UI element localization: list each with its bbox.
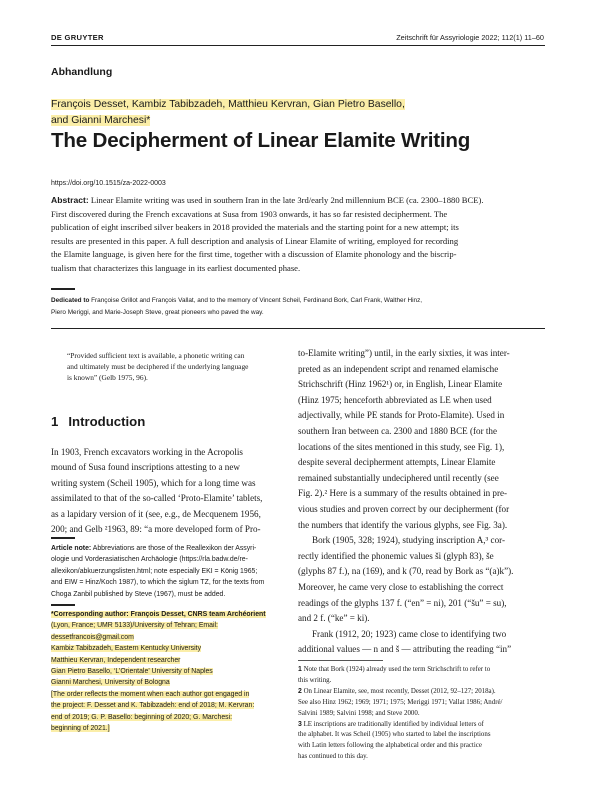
- article-note-line: Abbreviations are those of the Reallexikon der Assyri-: [92, 545, 257, 552]
- dedication-label: Dedicated to: [51, 297, 90, 304]
- section-title: Introduction: [68, 414, 146, 429]
- journal-citation: Zeitschrift für Assyriologie 2022; 112(1) 11–60: [396, 33, 544, 42]
- body-line: locations of the sites mentioned in this study, see Fig. 1),: [298, 441, 505, 452]
- abstract: [51, 194, 545, 276]
- body-line: despite several decipherment attempts, Linear Elamite: [298, 457, 496, 468]
- footnote-line: See also Hinz 1962; 1969; 1971; 1975; Meriggi 1971; Vallat 1986; André/: [298, 698, 503, 706]
- body-line: remained substantially undeciphered until recently (see: [298, 472, 499, 483]
- article-note-line: and EIW = Hinz/Koch 1987), to which the siglum TZ, for the texts from: [51, 579, 265, 587]
- footnote-line: Note that Bork (1924) already used the term Strichschrift to refer to: [303, 666, 491, 673]
- authors-line-1: François Desset, Kambiz Tabibzadeh, Matthieu Kervran, Gian Pietro Basello,: [51, 99, 405, 110]
- body-line: readings of the glyphs 137 f. (“en” = ni), 201 (“šu” = su),: [298, 597, 507, 608]
- footnote-line: LE inscriptions are traditionally identified by individual letters of: [303, 720, 484, 728]
- author-affiliation: Gianni Marchesi, University of Bologna: [51, 679, 170, 687]
- header-rule: [51, 45, 545, 46]
- corresponding-line: (Lyon, France; UMR 5133)/University of Tehran; Email:: [51, 622, 218, 630]
- footnote-number: 2: [298, 687, 302, 695]
- epigraph-line: is known” (Gelb 1975, 96).: [67, 373, 148, 382]
- footnote-number: 3: [298, 720, 302, 728]
- left-body: [51, 445, 288, 537]
- footnote-line: with Latin letters following the alphabetical order and this practice: [298, 742, 482, 750]
- body-line: vious studies and proven correct by our decipherment (for: [298, 503, 510, 514]
- dedication: [51, 295, 422, 318]
- body-line: Moreover, he came very close to establishing the correct: [298, 581, 504, 592]
- article-note: [51, 543, 288, 600]
- body-line: (Hinz 1975; henceforth abbreviated as LE when used: [298, 394, 492, 405]
- abstract-line: Linear Elamite writing was used in southern Iran in the late 3rd/early 2nd millennium BCE (ca. 2300–1880 BCE).: [90, 195, 484, 205]
- right-body: [298, 346, 545, 658]
- authors-line-2: and Gianni Marchesi*: [51, 114, 151, 126]
- article-note-line: Choga Zanbil published by Steve (1967), must be added.: [51, 590, 226, 598]
- body-line: and 2 f. (“ke” = ki).: [298, 613, 370, 624]
- author-order-note: beginning of 2021.]: [51, 725, 110, 733]
- body-line: preted as an independent script and renamed elamische: [298, 363, 499, 374]
- body-line: adjectivally, while PE stands for Proto-Elamite). Used in: [298, 410, 505, 421]
- epigraph-line: “Provided sufficient text is available, a phonetic writing can: [67, 351, 245, 360]
- section-heading: [51, 414, 145, 429]
- footnote-line: has continued to this day.: [298, 753, 368, 761]
- body-line: rectly identified the phonemic values ši (glyph 83), še: [298, 550, 494, 561]
- body-line: to-Elamite writing”) until, in the early sixties, it was inter-: [298, 348, 510, 358]
- author-order-note: the project: F. Desset and K. Tabibzadeh: end of 2018; M. Kervran:: [51, 702, 255, 710]
- footnote-line: On Linear Elamite, see, most recently, Desset (2012, 92–127; 2018a).: [303, 687, 496, 695]
- corresponding-authors: [51, 609, 291, 734]
- email-link[interactable]: dessetfrancois@gmail.com: [51, 633, 134, 641]
- corresponding-rule: [51, 604, 75, 606]
- abstract-line: First discovered during the French excavations at Susa from 1903 onwards, it has so far resisted decipherment. The: [51, 208, 448, 219]
- abstract-line: the Elamite language, is given here for the first time, together with a discussion of Elamite phonology and the biscrip-: [51, 249, 457, 260]
- body-line: writing system (Scheil 1905), which for a long time was: [51, 477, 256, 488]
- body-line: Frank (1912, 20; 1923) came close to identifying two: [312, 628, 507, 639]
- abstract-line: tualism that characterizes this language in its earliest documented phase.: [51, 262, 301, 273]
- publisher-logo: DE GRUYTER: [51, 33, 104, 42]
- body-line: In 1903, French excavators working in the Acropolis: [51, 447, 243, 457]
- body-line: southern Iran between ca. 2300 and 1880 BCE (for the: [298, 425, 497, 436]
- abstract-line: results are presented in this paper. A full description and analysis of Linear Elamite of writing, employed for recording: [51, 235, 459, 246]
- footnotes: [298, 665, 546, 763]
- author-order-note: end of 2019; G. P. Basello: beginning of 2020; G. Marchesi:: [51, 713, 233, 721]
- footnote-line: Salvini 1989; Salvini 1998; and Steve 2000.: [298, 709, 420, 717]
- dedication-line: Françoise Grillot and François Vallat, and to the memory of Vincent Scheil, Ferdinand Bork, Carl Frank, Walther Hinz,: [91, 297, 423, 304]
- author-affiliation: Kambiz Tabibzadeh, Eastern Kentucky University: [51, 645, 202, 653]
- author-affiliation: Matthieu Kervran, Independent researcher: [51, 656, 181, 664]
- footnote-line: this writing.: [298, 676, 332, 684]
- epigraph: [67, 350, 287, 383]
- authors: [51, 97, 405, 128]
- footnote-number: 1: [298, 666, 302, 673]
- body-line: as a lapidary version of it (see, e.g., de Mecquenem 1956,: [51, 508, 261, 519]
- body-line: the numbers that identify the various glyphs, see Fig. 3a).: [298, 519, 508, 530]
- author-affiliation: Gian Pietro Basello, ‘L’Orientale’ University of Naples: [51, 668, 213, 676]
- body-line: additional values — n and š — attributing the reading “in”: [298, 644, 512, 655]
- article-note-line: allexikon/abkuerzungslisten.html; note especially EKI = König 1965;: [51, 567, 258, 575]
- dedication-rule: [51, 288, 75, 290]
- footnote-rule: [298, 660, 383, 661]
- footnote-line: the alphabet. It was Scheil (1905) who started to label the inscriptions: [298, 731, 491, 739]
- abstract-label: Abstract:: [51, 195, 89, 205]
- author-order-note: [The order reflects the moment when each author got engaged in: [51, 690, 250, 698]
- dedication-line: Piero Meriggi, and Marie-Joseph Steve, great pioneers who paved the way.: [51, 308, 264, 316]
- article-note-rule: [51, 537, 75, 539]
- epigraph-line: and ultimately must be deciphered if the underlying language: [67, 362, 249, 371]
- article-title: The Decipherment of Linear Elamite Writing: [51, 129, 471, 152]
- body-line: (glyphs 87 f.), na (169), and k (70, read by Bork as “(a)k”).: [298, 566, 514, 577]
- section-number: 1: [51, 414, 59, 429]
- body-line: 200; and Gelb ²1963, 89: “a more developed form of Pro-: [51, 524, 261, 535]
- body-line: mound of Susa found inscriptions attesting to a new: [51, 462, 240, 473]
- body-line: Bork (1905, 328; 1924), studying inscription A,³ cor-: [312, 535, 505, 546]
- doi[interactable]: https://doi.org/10.1515/za-2022-0003: [51, 180, 166, 187]
- article-type: Abhandlung: [51, 66, 113, 78]
- corresponding-line: *Corresponding author: François Desset, CNRS team Archéorient: [51, 611, 266, 618]
- body-line: assimilated to that of the so-called ‘Proto-Elamite’ tablets,: [51, 493, 263, 504]
- body-line: Strichschrift (Hinz 1962¹) or, in English, Linear Elamite: [298, 379, 503, 390]
- article-note-line: ologie und Vorderasiatischen Archäologie (https://rla.badw.de/re-: [51, 556, 248, 564]
- abstract-line: publication of eight inscribed silver beakers in 2018 provided the materials and the starting point for a new attempt; its: [51, 222, 459, 233]
- article-note-label: Article note:: [51, 545, 92, 552]
- abstract-bottom-rule: [51, 328, 545, 329]
- body-line: Fig. 2).² Here is a summary of the results obtained in pre-: [298, 488, 508, 499]
